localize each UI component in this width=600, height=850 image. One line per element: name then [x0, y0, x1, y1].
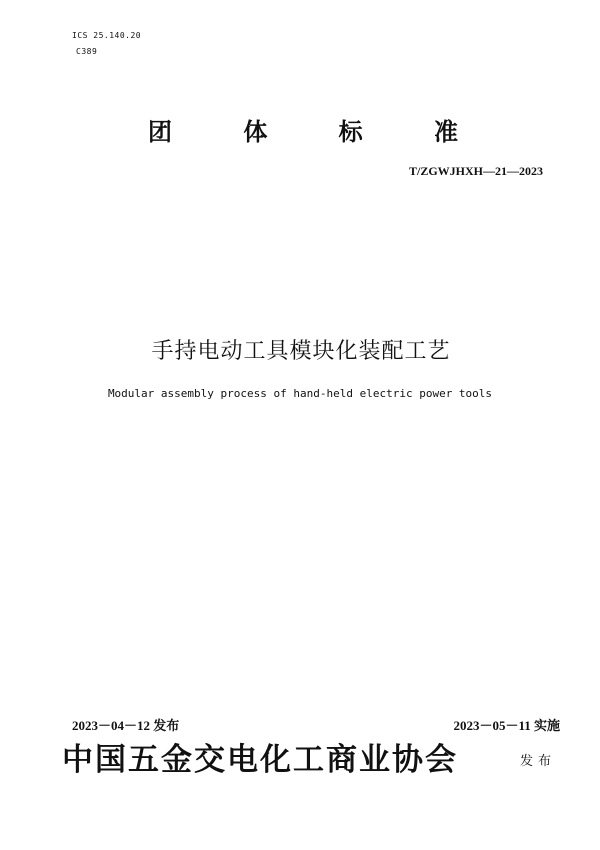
document-title-english: Modular assembly process of hand-held electric power tools	[107, 387, 493, 400]
standard-type-char: 标	[338, 118, 363, 146]
ics-code: ICS 25.140.20	[72, 31, 142, 40]
standard-type-char: 团	[148, 118, 172, 146]
standard-number: T/ZGWJHXH—21—2023	[408, 164, 543, 178]
document-title-chinese: 手持电动工具模块化装配工艺	[151, 339, 451, 364]
standard-type-heading	[148, 116, 458, 148]
publish-date: 2023－04－12 发布	[72, 718, 180, 733]
publisher-name: 中国五金交电化工商业协会	[62, 742, 458, 778]
issue-label: 发布	[520, 754, 557, 769]
implement-date: 2023－05－11 实施	[453, 718, 560, 733]
standard-type-char: 体	[243, 118, 268, 146]
ccs-code: C389	[76, 47, 98, 56]
standard-type-char: 准	[433, 118, 458, 146]
